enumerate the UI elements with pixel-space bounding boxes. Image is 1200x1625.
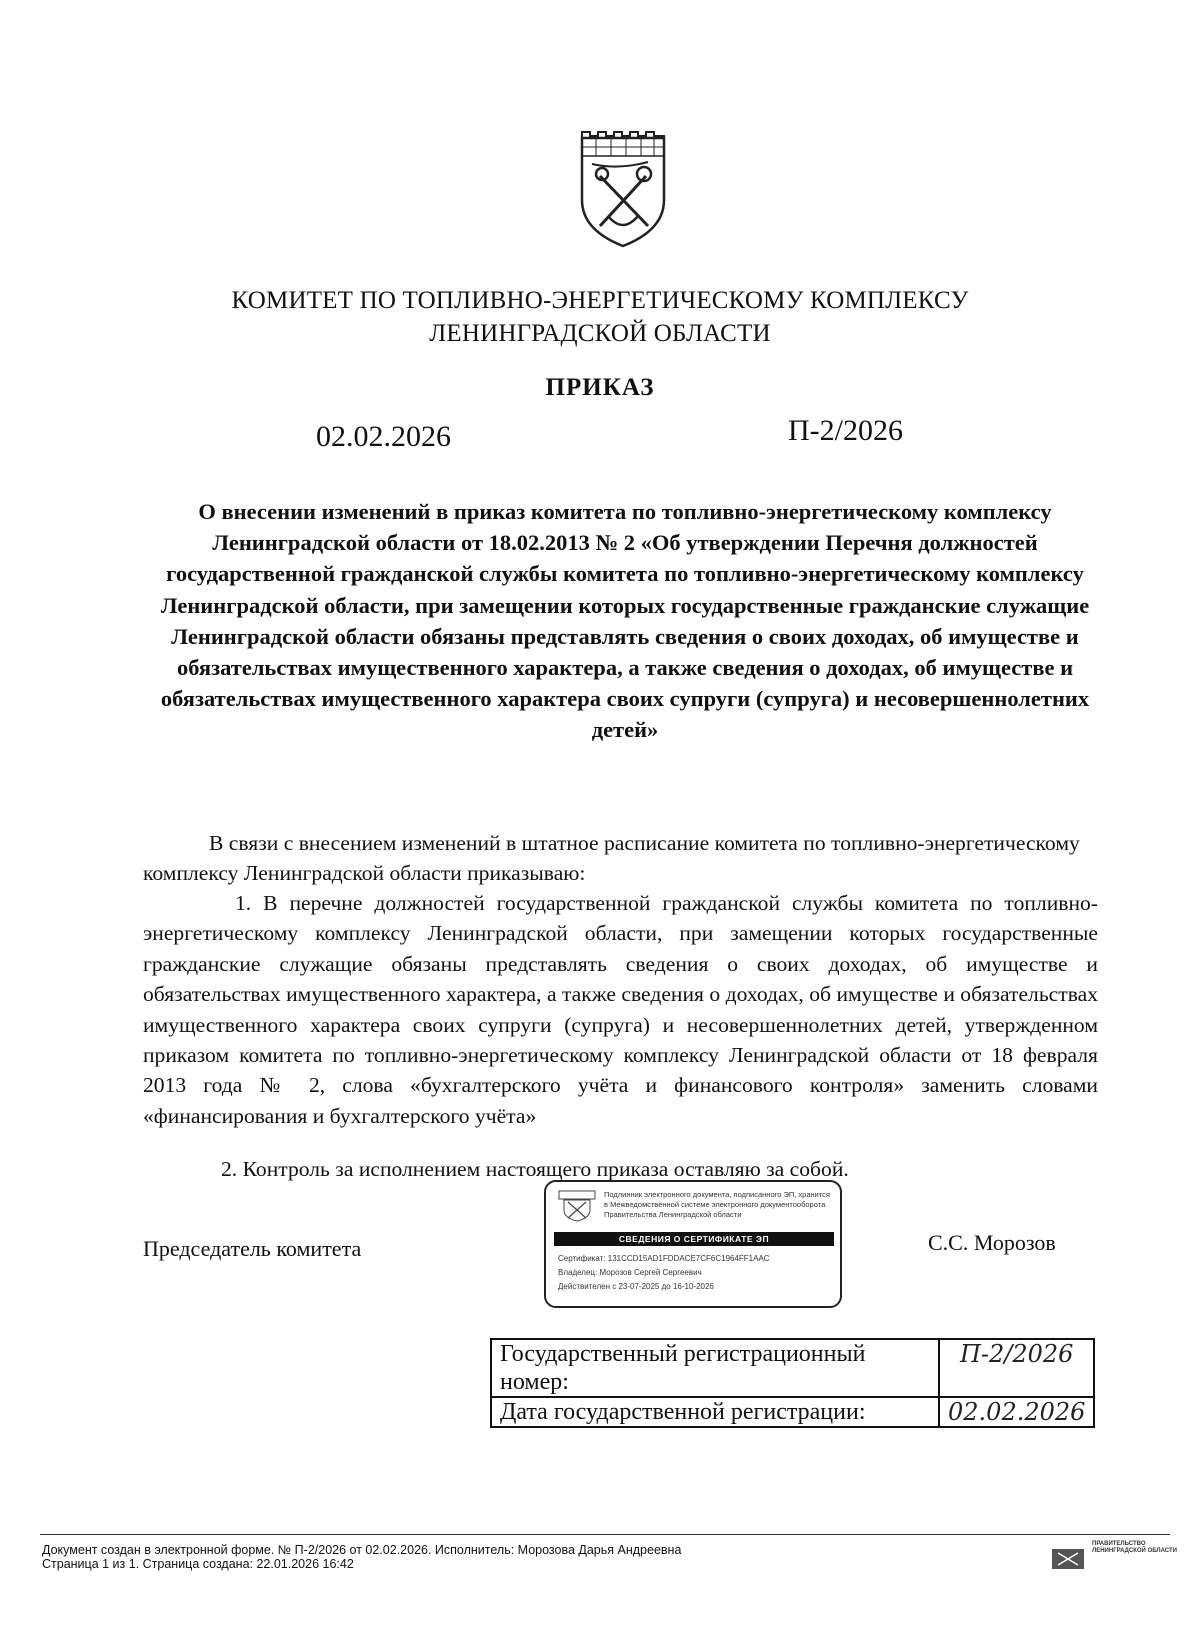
registration-row-date (491, 1397, 1094, 1427)
stamp-notice: Подлинник электронного документа, подписанного ЭП, хранится в Межведомственной системе электронного документооборота Правительства Ленинградской области (604, 1190, 830, 1219)
signer-title: Председатель комитета (143, 1236, 362, 1261)
stamp-owner: Владелец: Морозов Сергей Сергеевич (558, 1268, 702, 1277)
electronic-signature-stamp (544, 1180, 842, 1308)
government-logo-text: ПРАВИТЕЛЬСТВО ЛЕНИНГРАДСКОЙ ОБЛАСТИ (1092, 1541, 1177, 1554)
document-subject: О внесении изменений в приказ комитета по топливно-энергетическому комплексу Ленинградской области от 18.02.2013 № 2 «Об утверждении Перечня должностей государственной гражданской службы комитета по топливно-энергетическому комплексу Ленинградской области, при замещении которых государственные гражданские служащие Ленинградской области обязаны представлять сведения о своих доходах, об имуществе и обязательствах имущественного характера, а также сведения о доходах, об имуществе и обязательствах имущественного характера своих супруги (супруга) и несовершеннолетних детей» (160, 499, 1090, 743)
registration-date-value: 02.02.2026 (939, 1397, 1094, 1427)
registration-table (490, 1338, 1095, 1428)
body-paragraph-item1: 1. В перечне должностей государственной гражданской службы комитета по топливно-энергетическому комплексу Ленинградской области, при замещении которых государственные гражданские служащие обязаны представлять сведения о своих доходах, об имуществе и обязательствах имущественного характера, а также сведения о доходах, об имуществе и обязательствах имущественного характера своих супруги (супруга) и несовершеннолетних детей, утвержденном приказом комитета по топливно-энергетическому комплексу Ленинградской области от 18 февраля 2013 года № 2, слова «бухгалтерского учёта и финансового контроля» заменить словами «финансирования и бухгалтерского учёта» (143, 891, 1098, 1128)
footer-line2: Страница 1 из 1. Страница создана: 22.01.2026 16:42 (42, 1557, 354, 1571)
document-type: ПРИКАЗ (545, 374, 655, 401)
signer-name: С.С. Морозов (928, 1230, 1056, 1255)
document-date: 02.02.2026 (316, 420, 451, 453)
footer-line1: Документ создан в электронной форме. № П-2/2026 от 02.02.2026. Исполнитель: Морозова Дарья Андреевна (42, 1543, 682, 1557)
registration-number-value: П-2/2026 (939, 1339, 1094, 1397)
stamp-validity: Действителен с 23-07-2025 до 16-10-2026 (558, 1282, 714, 1291)
stamp-header-bar: СВЕДЕНИЯ О СЕРТИФИКАТЕ ЭП (554, 1232, 834, 1246)
stamp-certificate: Сертификат: 131CCD15AD1FDDACE7CF6C1964FF1AAC (558, 1254, 770, 1263)
body-paragraph-item2: 2. Контроль за исполнением настоящего приказа оставляю за собой. (221, 1157, 849, 1181)
registration-date-label: Дата государственной регистрации: (491, 1397, 939, 1427)
footer-divider (40, 1534, 1170, 1535)
registration-row-number (491, 1339, 1094, 1397)
document-number: П-2/2026 (788, 414, 903, 447)
registration-number-label: Государственный регистрационный номер: (491, 1339, 939, 1397)
coat-of-arms-emblem (578, 130, 668, 248)
organization-name-line1: КОМИТЕТ ПО ТОПЛИВНО-ЭНЕРГЕТИЧЕСКОМУ КОМПЛЕКСУ (231, 287, 969, 314)
organization-name-line2: ЛЕНИНГРАДСКОЙ ОБЛАСТИ (429, 320, 771, 347)
stamp-emblem-icon (558, 1190, 596, 1222)
body-paragraph-intro: В связи с внесением изменений в штатное расписание комитета по топливно-энергетическому комплексу Ленинградской области приказываю: (143, 831, 1080, 886)
